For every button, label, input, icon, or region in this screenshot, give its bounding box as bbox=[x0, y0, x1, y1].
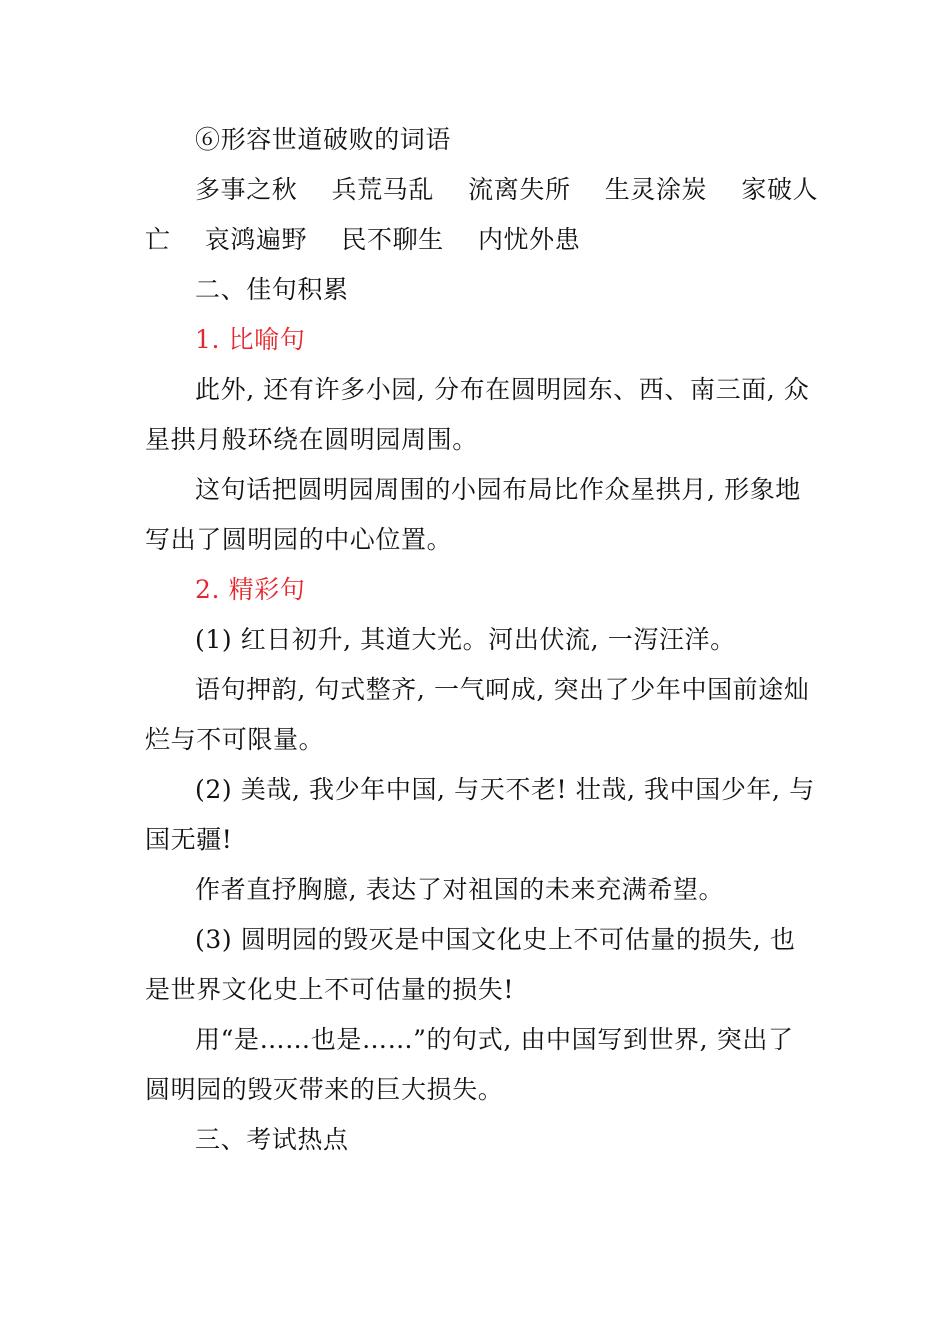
example-sentence: 是世界文化史上不可估量的损失! bbox=[145, 975, 515, 1004]
analysis-text: 烂与不可限量。 bbox=[145, 725, 325, 754]
example-sentence: (2) 美哉, 我少年中国, 与天不老! 壮哉, 我中国少年, 与 bbox=[195, 775, 815, 804]
section-heading: 二、佳句积累 bbox=[195, 275, 349, 304]
example-sentence: (3) 圆明园的毁灭是中国文化史上不可估量的损失, 也 bbox=[195, 925, 796, 954]
section-heading: 三、考试热点 bbox=[195, 1125, 349, 1154]
idiom-list-line: 多事之秋 兵荒马乱 流离失所 生灵涂炭 家破人 bbox=[195, 175, 819, 204]
analysis-text: 圆明园的毁灭带来的巨大损失。 bbox=[145, 1075, 504, 1104]
subsection-heading: 2. 精彩句 bbox=[195, 575, 306, 604]
idiom-list-line: 亡 哀鸿遍野 民不聊生 内忧外患 bbox=[145, 225, 581, 254]
analysis-text: 作者直抒胸臆, 表达了对祖国的未来充满希望。 bbox=[195, 875, 725, 904]
analysis-text: 语句押韵, 句式整齐, 一气呵成, 突出了少年中国前途灿 bbox=[195, 675, 810, 704]
category-heading: ⑥形容世道破败的词语 bbox=[195, 125, 452, 154]
analysis-text: 这句话把圆明园周围的小园布局比作众星拱月, 形象地 bbox=[195, 475, 801, 504]
example-sentence: (1) 红日初升, 其道大光。河出伏流, 一泻汪洋。 bbox=[195, 625, 736, 654]
analysis-text: 用“是……也是……”的句式, 由中国写到世界, 突出了 bbox=[195, 1025, 794, 1054]
example-sentence: 此外, 还有许多小园, 分布在圆明园东、西、南三面, 众 bbox=[195, 375, 810, 404]
example-sentence: 国无疆! bbox=[145, 825, 233, 854]
example-sentence: 星拱月般环绕在圆明园周围。 bbox=[145, 425, 478, 454]
subsection-heading: 1. 比喻句 bbox=[195, 325, 306, 354]
analysis-text: 写出了圆明园的中心位置。 bbox=[145, 525, 453, 554]
